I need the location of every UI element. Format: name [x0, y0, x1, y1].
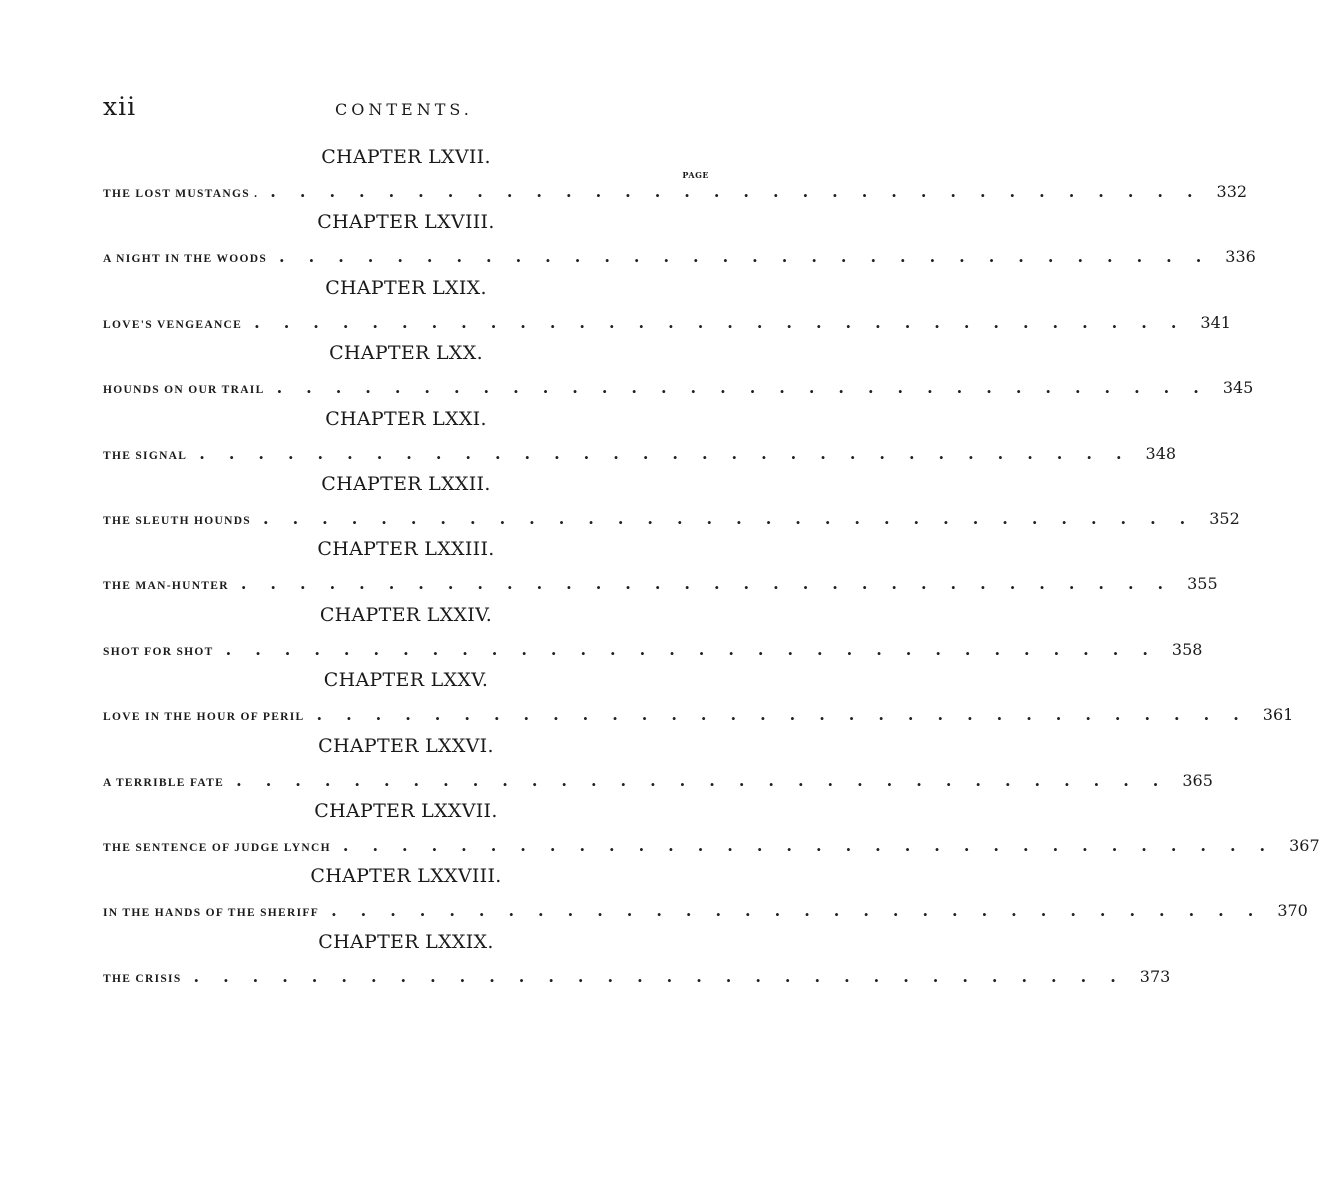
- chapter-heading: CHAPTER LXXI.: [325, 407, 487, 430]
- toc-line: [103, 901, 1308, 921]
- toc-line: [103, 639, 1203, 660]
- toc-line: [103, 770, 1213, 791]
- table-of-contents: [103, 138, 1320, 988]
- toc-entry: [103, 530, 1218, 595]
- dot-leader: ................................: [263, 508, 1210, 528]
- chapter-heading: CHAPTER LXXIV.: [319, 603, 493, 626]
- chapter-heading: CHAPTER LXXII.: [321, 472, 491, 495]
- chapter-title: THE SLEUTH HOUNDS: [103, 514, 251, 527]
- chapter-title: HOUNDS ON OUR TRAIL: [103, 384, 265, 397]
- chapter-heading: CHAPTER LXVII.: [321, 146, 491, 168]
- chapter-title: LOVE IN THE HOUR OF PERIL: [103, 711, 305, 724]
- dot-leader: ................................: [279, 247, 1226, 267]
- chapter-title: IN THE HANDS OF THE SHERIFF: [103, 907, 320, 920]
- chapter-page-number: 355: [1187, 574, 1218, 594]
- toc-line: [103, 443, 1177, 464]
- chapter-title: THE SENTENCE OF JUDGE LYNCH: [103, 841, 331, 854]
- toc-line: [103, 312, 1231, 333]
- chapter-page-number: 365: [1182, 770, 1213, 790]
- toc-entry: [103, 857, 1308, 922]
- chapter-page-number: 348: [1145, 443, 1177, 463]
- toc-entry: [103, 792, 1320, 857]
- chapter-page-number: 336: [1225, 247, 1256, 267]
- toc-entry: [103, 138, 1248, 203]
- dot-leader: ................................: [316, 705, 1263, 725]
- toc-entry: [103, 727, 1213, 792]
- chapter-heading: CHAPTER LXVIII.: [317, 211, 495, 234]
- chapter-page-number: 361: [1262, 705, 1294, 725]
- chapter-heading: CHAPTER LXXVIII.: [310, 865, 502, 888]
- page-number: xii: [103, 92, 137, 121]
- chapter-heading: CHAPTER LXXVII.: [314, 799, 498, 822]
- dot-leader: ................................: [342, 835, 1290, 855]
- toc-line: [103, 835, 1320, 856]
- chapter-heading: CHAPTER LXXVI.: [318, 734, 494, 757]
- dot-leader: ................................: [240, 574, 1188, 594]
- chapter-page-number: 332: [1216, 182, 1248, 201]
- toc-entry: [103, 269, 1231, 334]
- toc-entry: [103, 334, 1254, 399]
- chapter-title: THE CRISIS: [103, 972, 182, 985]
- dot-leader: ................................: [193, 966, 1140, 986]
- dot-leader: ................................: [254, 312, 1201, 332]
- chapter-title: A NIGHT IN THE WOODS: [103, 253, 268, 266]
- chapter-title: A TERRIBLE FATE: [103, 776, 225, 789]
- toc-line: [103, 508, 1240, 529]
- chapter-title: LOVE'S VENGEANCE: [103, 318, 243, 331]
- toc-entry: [103, 596, 1203, 661]
- toc-line: [103, 705, 1294, 725]
- toc-line: [103, 966, 1171, 987]
- chapter-heading: CHAPTER LXXIX.: [318, 930, 494, 953]
- chapter-page-number: 370: [1277, 901, 1308, 921]
- chapter-page-number: 373: [1139, 966, 1171, 986]
- chapter-title: THE MAN-HUNTER: [103, 580, 229, 593]
- chapter-heading: CHAPTER LXXV.: [323, 669, 489, 692]
- dot-leader: ................................: [199, 443, 1146, 463]
- toc-entry: [103, 465, 1240, 530]
- chapter-page-number: 367: [1289, 835, 1320, 855]
- toc-entry: [103, 923, 1171, 988]
- dot-leader: ................................: [225, 639, 1172, 659]
- chapter-heading: CHAPTER LXIX.: [325, 276, 487, 299]
- chapter-page-number: 358: [1171, 639, 1203, 659]
- toc-line: [103, 247, 1256, 267]
- chapter-title: THE LOST MUSTANGS .: [103, 188, 259, 200]
- dot-leader: ................................: [331, 901, 1278, 921]
- toc-entry: [103, 203, 1256, 268]
- chapter-page-number: 341: [1200, 312, 1231, 332]
- chapter-heading: CHAPTER LXX.: [329, 342, 483, 365]
- chapter-title: SHOT FOR SHOT: [103, 645, 214, 658]
- toc-line: [103, 378, 1254, 398]
- toc-entry: [103, 400, 1177, 465]
- toc-entry: [103, 661, 1294, 726]
- toc-line: [103, 574, 1218, 594]
- chapter-page-number: 352: [1209, 508, 1240, 528]
- chapter-page-number: 345: [1222, 378, 1254, 398]
- dot-leader: ................................: [270, 182, 1217, 201]
- page-column-label: PAGE: [682, 170, 709, 180]
- chapter-heading: CHAPTER LXXIII.: [317, 538, 495, 561]
- chapter-title: THE SIGNAL: [103, 449, 188, 462]
- toc-line: [103, 182, 1248, 202]
- dot-leader: ................................: [276, 378, 1223, 398]
- running-head: CONTENTS.: [335, 100, 473, 119]
- dot-leader: ................................: [236, 770, 1183, 790]
